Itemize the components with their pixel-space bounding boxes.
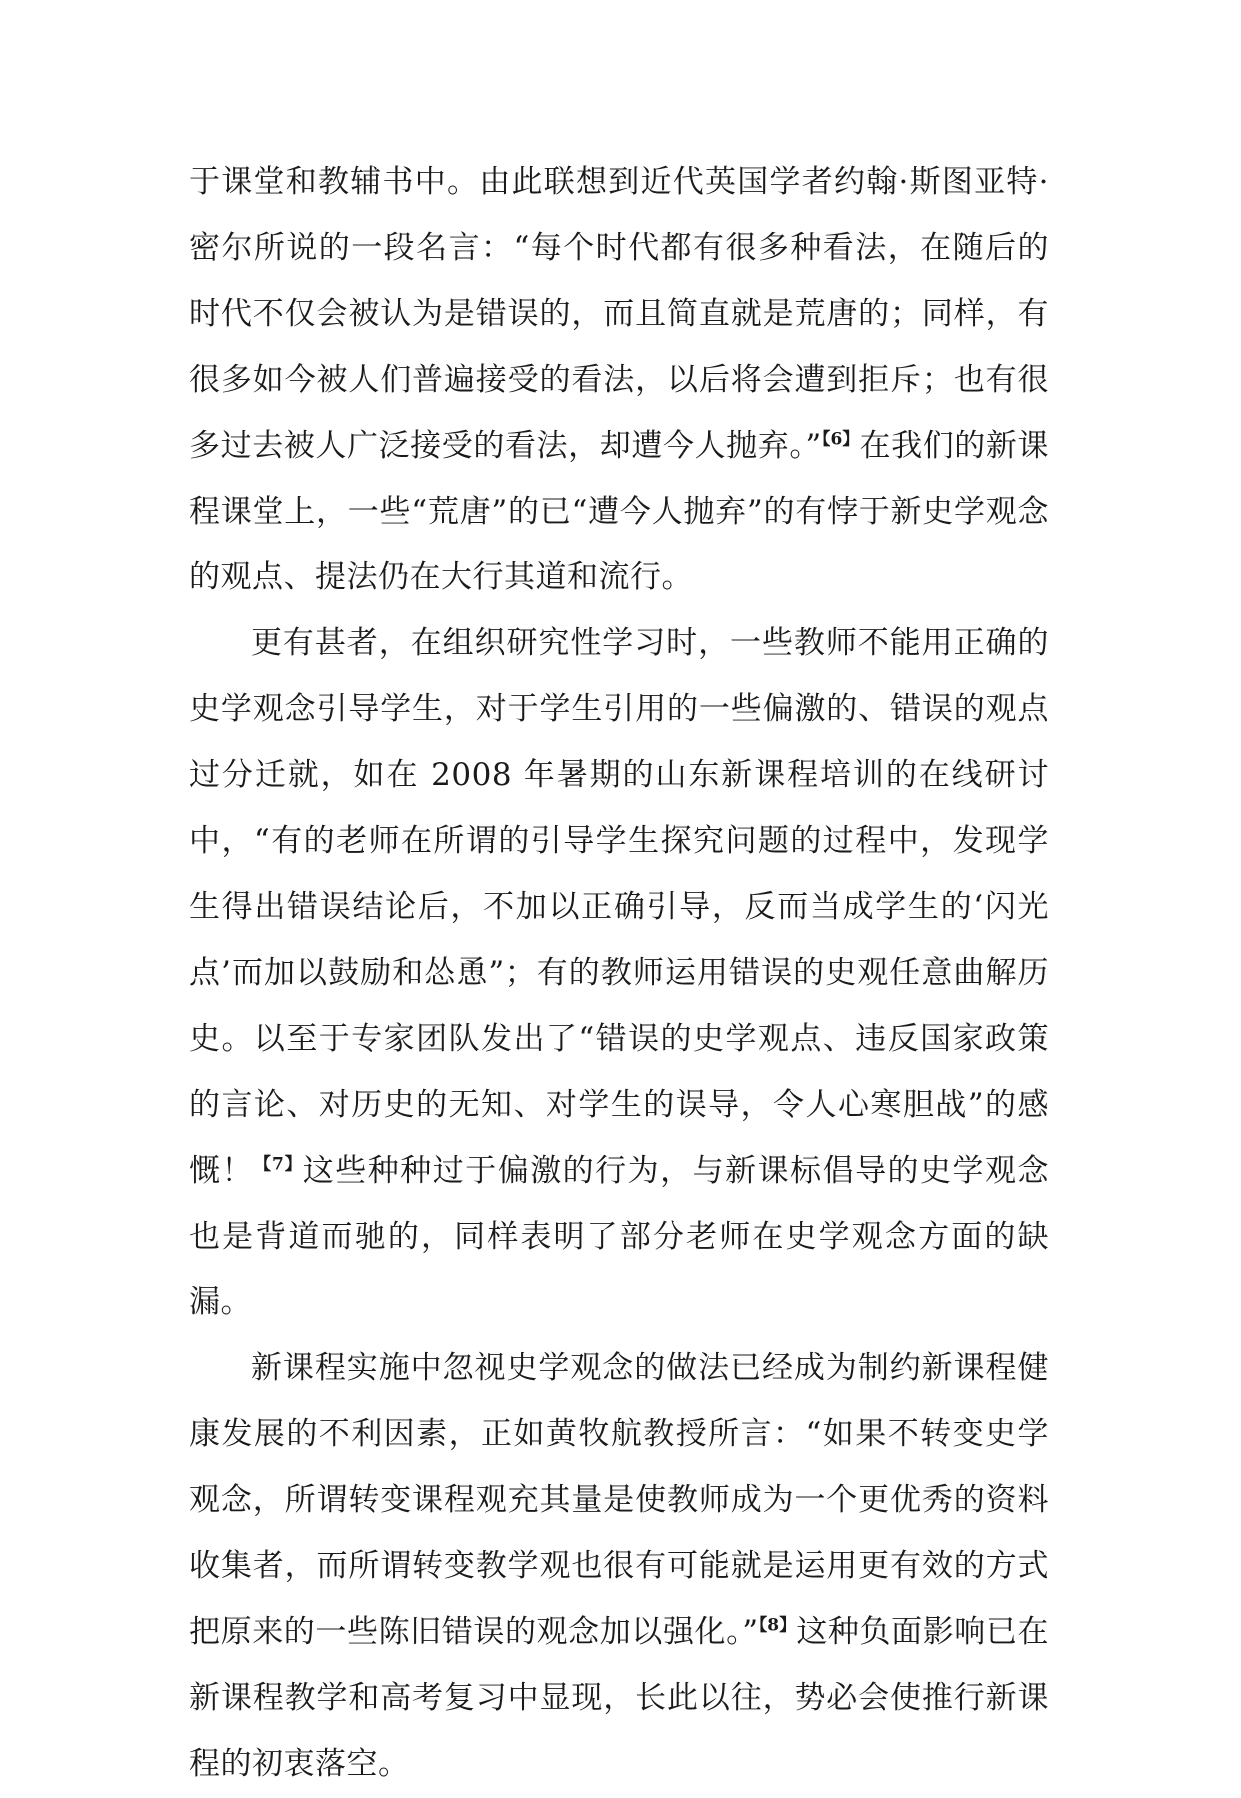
paragraph-text: 于课堂和教辅书中。由此联想到近代英国学者约翰·斯图亚特·密尔所说的一段名言：“每个时代都有很多种看法，在随后的时代不仅会被认为是错误的，而且简直就是荒唐的；同样，有很多如今被人们普遍接受的看法，以后将会遭到拒斥；也有很多过去被人广泛接受的看法，却遭今人抛弃。” [189,164,1049,464]
citation-ref: 【7】 [253,1154,303,1175]
paragraph-text: 这些种种过于偏激的行为，与新课标倡导的史学观念也是背道而驰的，同样表明了部分老师在史学观念方面的缺漏。 [189,1152,1049,1321]
paragraph-text: 在我们的新课程课堂上，一些“荒唐”的已“遭今人抛弃”的有悖于新史学观念的观点、提法仍在大行其道和流行。 [189,427,1049,596]
citation-ref: 【8】 [758,1615,797,1636]
paragraph-text: 新课程实施中忽视史学观念的做法已经成为制约新课程健康发展的不利因素，正如黄牧航教授所言：“如果不转变史学观念，所谓转变课程观充其量是使教师成为一个更优秀的资料收集者，而所谓转变教学观也很有可能就是运用更有效的方式把原来的一些陈旧错误的观念加以强化。” [189,1350,1049,1650]
paragraph [189,611,1049,1336]
paragraph-text: 更有甚者，在组织研究性学习时，一些教师不能用正确的史学观念引导学生，对于学生引用的一些偏激的、错误的观点过分迁就，如在 2008 年暑期的山东新课程培训的在线研讨中，“有的老师在所谓的引导学生探究问题的过程中，发现学生得出错误结论后，不加以正确引导，反而当成学生的‘闪光点’而加以鼓励和怂恿”；有的教师运用错误的史观任意曲解历史。以至于专家团队发出了“错误的史学观点、违反国家政策的言论、对历史的无知、对学生的误导，令人心寒胆战”的感慨！ [189,625,1049,1189]
citation-ref: 【6】 [821,429,860,450]
paragraph-text: 这种负面影响已在新课程教学和高考复习中显现，长此以往，势必会使推行新课程的初衷落空。 [189,1613,1049,1782]
paragraph-continued [189,150,1049,611]
body-text [189,150,1049,1798]
paragraph [189,1336,1049,1797]
